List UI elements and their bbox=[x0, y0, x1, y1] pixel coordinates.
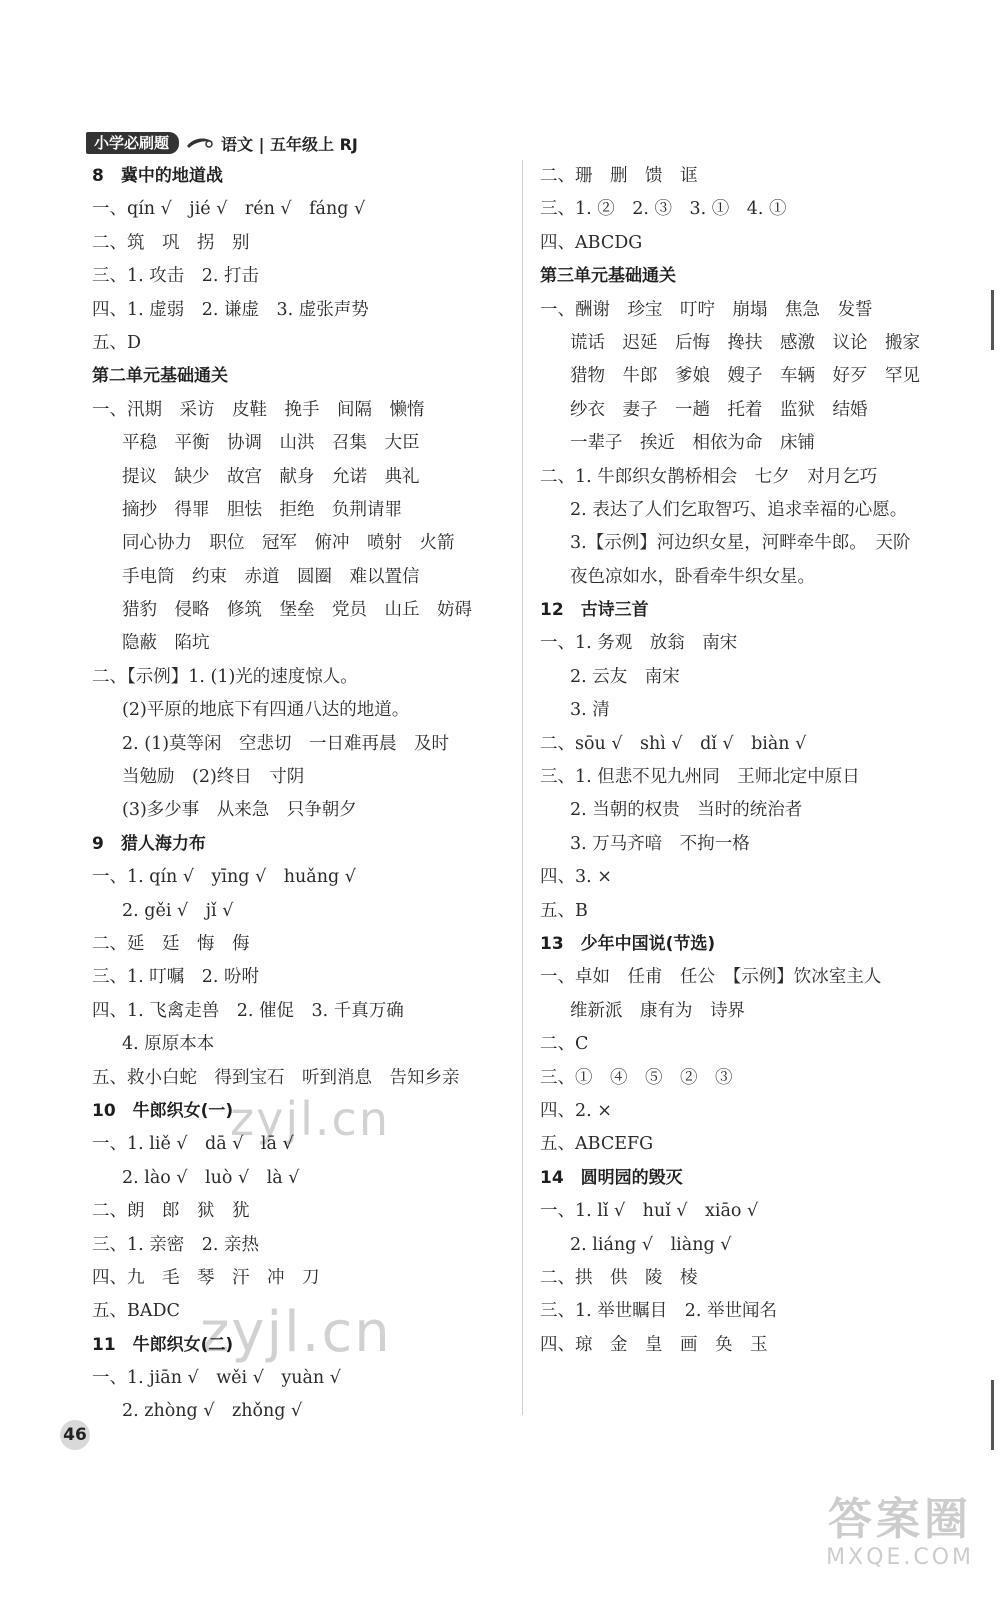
brand-swoosh-icon bbox=[185, 136, 215, 150]
answer-line: 一、卓如 任甫 任公 【示例】饮冰室主人 bbox=[540, 967, 882, 988]
section-title: 8 冀中的地道战 bbox=[92, 166, 223, 186]
answer-line: 猎豹 侵略 修筑 堡垒 党员 山丘 妨碍 bbox=[122, 600, 472, 621]
answer-line: 四、1. 虚弱 2. 谦虚 3. 虚张声势 bbox=[92, 299, 369, 320]
section-title: 9 猎人海力布 bbox=[92, 833, 206, 854]
answer-line: 二、延 廷 悔 侮 bbox=[92, 933, 250, 954]
left-column bbox=[92, 160, 512, 1429]
answer-line: 一、汛期 采访 皮鞋 挽手 间隔 懒惰 bbox=[92, 399, 425, 420]
brand-badge: 小学必刷题 bbox=[86, 132, 179, 154]
answer-line: 2. 当朝的权贵 当时的统治者 bbox=[570, 800, 803, 821]
answer-line: 二、C bbox=[540, 1034, 589, 1055]
answer-line: 三、① ④ ⑤ ② ③ bbox=[540, 1067, 733, 1088]
section-title: 13 少年中国说(节选) bbox=[540, 933, 716, 954]
corner-logo-url: MXQE.COM bbox=[826, 1545, 974, 1570]
answer-line: 一、1. qín √ yīng √ huǎng √ bbox=[92, 867, 356, 888]
answer-line: 纱衣 妻子 一趟 托着 监狱 结婚 bbox=[570, 399, 868, 420]
section-title: 14 圆明园的毁灭 bbox=[540, 1167, 683, 1188]
answer-line: 夜色凉如水，卧看牵牛织女星。 bbox=[570, 566, 815, 587]
answer-line: 一、1. lǐ √ huǐ √ xiāo √ bbox=[540, 1201, 759, 1222]
watermark: zyjl.cn bbox=[230, 1092, 390, 1146]
section-title: 12 古诗三首 bbox=[540, 600, 649, 621]
answer-line: 摘抄 得罪 胆怯 拒绝 负荆请罪 bbox=[122, 499, 402, 520]
page-header bbox=[86, 132, 358, 154]
answer-line: 一、qín √ jié √ rén √ fáng √ bbox=[92, 199, 366, 220]
answer-line: 2. (1)莫等闲 空悲切 一日难再晨 及时 bbox=[122, 733, 450, 754]
section-title: 第三单元基础通关 bbox=[540, 266, 676, 287]
answer-line: 2. 表达了人们乞取智巧、追求幸福的心愿。 bbox=[570, 499, 908, 520]
answer-line: 四、2. × bbox=[540, 1100, 612, 1121]
answer-line: 五、ABCEFG bbox=[540, 1134, 654, 1155]
answer-line: 3. 万马齐喑 不拘一格 bbox=[570, 833, 750, 854]
answer-line: (3)多少事 从来急 只争朝夕 bbox=[122, 800, 357, 821]
answer-line: 4. 原原本本 bbox=[122, 1034, 215, 1055]
section-title: 10 牛郎织女(一) bbox=[92, 1100, 234, 1121]
answer-line: 二、朗 郎 狱 犹 bbox=[92, 1201, 250, 1222]
answer-line: 四、1. 飞禽走兽 2. 催促 3. 千真万确 bbox=[92, 1000, 404, 1021]
answer-line: 2. gěi √ jǐ √ bbox=[122, 900, 234, 921]
answer-line: 当勉励 (2)终日 寸阴 bbox=[122, 767, 305, 788]
answer-line: 提议 缺少 故宫 献身 允诺 典礼 bbox=[122, 466, 420, 487]
answer-line: 四、九 毛 琴 汗 冲 刀 bbox=[92, 1267, 320, 1288]
answer-line: 三、1. ② 2. ③ 3. ① 4. ① bbox=[540, 199, 787, 220]
answer-line: 二、【示例】1. (1)光的速度惊人。 bbox=[92, 666, 358, 687]
watermark: zyjl.cn bbox=[200, 1300, 392, 1365]
section-title: 第二单元基础通关 bbox=[92, 366, 228, 387]
scan-mark bbox=[991, 290, 994, 350]
answer-line: 五、救小白蛇 得到宝石 听到消息 告知乡亲 bbox=[92, 1067, 460, 1088]
answer-line: 同心协力 职位 冠军 俯冲 喷射 火箭 bbox=[122, 533, 455, 554]
corner-logo-title: 答案圈 bbox=[828, 1494, 973, 1545]
answer-line: 二、sōu √ shì √ dǐ √ biàn √ bbox=[540, 733, 807, 754]
answer-line: 2. 云友 南宋 bbox=[570, 666, 680, 687]
answer-line: 3. 清 bbox=[570, 700, 610, 721]
answer-line: 五、D bbox=[92, 332, 142, 353]
header-subject: 语文 | 五年级上 RJ bbox=[221, 134, 358, 154]
right-column bbox=[540, 160, 960, 1362]
answer-line: 五、BADC bbox=[92, 1301, 180, 1322]
answer-line: 三、1. 亲密 2. 亲热 bbox=[92, 1234, 260, 1255]
answer-line: 维新派 康有为 诗界 bbox=[570, 1000, 745, 1021]
answer-line: 隐蔽 陷坑 bbox=[122, 633, 210, 654]
answer-line: 手电筒 约束 赤道 圆圈 难以置信 bbox=[122, 566, 420, 587]
answer-line: 一、酬谢 珍宝 叮咛 崩塌 焦急 发誓 bbox=[540, 299, 873, 320]
scan-mark bbox=[991, 1380, 994, 1450]
page-number: 46 bbox=[60, 1420, 90, 1450]
answer-line: 一、1. jiān √ wěi √ yuàn √ bbox=[92, 1368, 341, 1389]
answer-line: 2. liáng √ liàng √ bbox=[570, 1234, 732, 1255]
answer-line: 一辈子 挨近 相依为命 床铺 bbox=[570, 433, 815, 454]
answer-line: 三、1. 叮嘱 2. 吩咐 bbox=[92, 967, 260, 988]
answer-line: 二、拱 供 陵 棱 bbox=[540, 1267, 698, 1288]
answer-line: 一、1. liě √ dā √ lā √ bbox=[92, 1134, 294, 1155]
answer-line: 二、筑 巩 拐 别 bbox=[92, 232, 250, 253]
answer-line: 谎话 迟延 后悔 搀扶 感激 议论 搬家 bbox=[570, 332, 920, 353]
answer-line: 3.【示例】河边织女星，河畔牵牛郎。 天阶 bbox=[570, 533, 911, 554]
answer-line: 二、1. 牛郎织女鹊桥相会 七夕 对月乞巧 bbox=[540, 466, 878, 487]
answer-line: 三、1. 攻击 2. 打击 bbox=[92, 266, 260, 287]
answer-line: 三、1. 举世瞩目 2. 举世闻名 bbox=[540, 1301, 778, 1322]
answer-line: 2. lào √ luò √ là √ bbox=[122, 1167, 300, 1188]
corner-logo bbox=[826, 1495, 974, 1570]
answer-line: 五、B bbox=[540, 900, 588, 921]
answer-line: 猎物 牛郎 爹娘 嫂子 车辆 好歹 罕见 bbox=[570, 366, 920, 387]
section-title: 11 牛郎织女(二) bbox=[92, 1334, 234, 1355]
answer-line: 四、3. × bbox=[540, 867, 612, 888]
answer-line: 三、1. 但悲不见九州同 王师北定中原日 bbox=[540, 767, 860, 788]
answer-line: 四、琼 金 皇 画 奂 玉 bbox=[540, 1334, 768, 1355]
answer-line: 一、1. 务观 放翁 南宋 bbox=[540, 633, 738, 654]
answer-line: 平稳 平衡 协调 山洪 召集 大臣 bbox=[122, 433, 420, 454]
column-divider bbox=[522, 160, 523, 1415]
answer-line: 二、珊 删 馈 诓 bbox=[540, 166, 698, 186]
answer-line: 四、ABCDG bbox=[540, 232, 643, 253]
answer-line: 2. zhòng √ zhǒng √ bbox=[122, 1401, 303, 1422]
answer-line: (2)平原的地底下有四通八达的地道。 bbox=[122, 700, 410, 721]
